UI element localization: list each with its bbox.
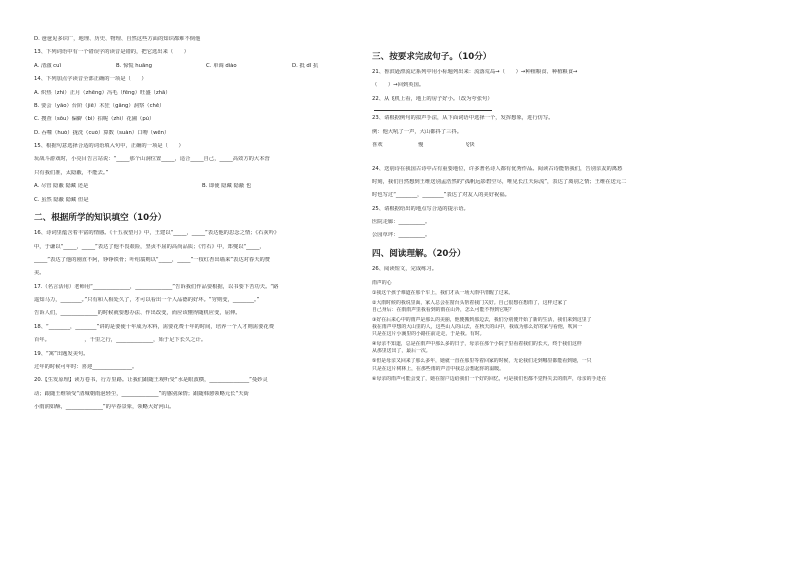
q13-option-d: D. 抵 dǐ 抗 bbox=[292, 62, 319, 69]
q13-option-b: B. 惊慌 huāng bbox=[116, 62, 152, 69]
q14-option-d: D. 吞噬（huò）拢洗（cuò）算数（suàn）口吻（wěn） bbox=[34, 129, 170, 136]
q23-word-3: 飞快 bbox=[464, 142, 475, 149]
q16-line-3: _____”表达了他的刚直不阿，铮铮铁骨；叶绍翁则以“_____，_____”一枝红杏出墙来”表达对春天的赞 bbox=[34, 256, 271, 263]
q16-line-1: 16、诗词里蕴含着丰富的情感。《十五夜望月》中，王建以“_____，_____”表达他的思念之情；《石灰吟》 bbox=[34, 230, 280, 237]
q26: 26、阅读短文，完成练习。 bbox=[372, 266, 438, 273]
q23-word-1: 喜欢 bbox=[372, 142, 383, 149]
q21-line-2: （ ）→回到英国。 bbox=[372, 82, 425, 89]
passage-line-4: ③好在后来心中的雨声是那么的美丽，他便搬到那边去，我们分别便开始了新的生活，我们来到这里了 bbox=[372, 316, 592, 323]
q24-line-1: 24、送别诗在我国古诗中占有重要地位，许多著名诗人都有优秀作品。阅读古诗能帮我们，告别亲友的离愁 bbox=[372, 165, 623, 172]
q15-option-c: C. 虽然 隐蔽 隐藏 但是 bbox=[34, 196, 89, 203]
q22: 22、从飞机上看，地上的房子好小。（改为夸张句） bbox=[372, 95, 493, 102]
q14-stem: 14、下列加点字读音全部正确的一项是（ ） bbox=[34, 76, 147, 83]
q17-line-2: 遥知马力，________。”只有和人相处久了，才可以看出一个人品德的好坏。“穷则变，________。” bbox=[34, 297, 260, 304]
q20-line-2: 动；跟随王维领受“清城朝雨浥轻尘，______________”的感别深情；跟随韩愈领略元长“天街 bbox=[34, 390, 249, 397]
q17-line-3: 告诉人们，______________的时候就要想办法、作出改变，而应该懂得随机应变，屈伸。 bbox=[34, 310, 241, 317]
left-column bbox=[34, 36, 384, 411]
right-column bbox=[372, 52, 764, 383]
passage-line-7: ④母亲不知道，总是在雨声中那么多的日子，母亲在那个小院子里看着我们的长大，终于我们这样 bbox=[372, 341, 582, 348]
section-2-heading: 二、根据所学的知识填空（10分） bbox=[34, 213, 167, 224]
q25-hospital: 医院走廊：__________。 bbox=[372, 219, 431, 226]
q15-option-a: A. 尽管 隐蔽 隐藏 还是 bbox=[34, 183, 89, 190]
q23-words bbox=[372, 142, 764, 149]
section-3-heading: 三、按要求完成句子。（10分） bbox=[372, 52, 492, 62]
q15-option-b: B. 即使 隐藏 隐蔽 也 bbox=[202, 183, 252, 190]
q15-line-2: 只有我们准，太隐蔽，不能去。” bbox=[34, 169, 109, 176]
passage-line-8: 从那里送出了，最后一次。 bbox=[372, 348, 431, 355]
q24-line-2: 时刻，我们自然想到王维送别孟浩然的“孤帆远影碧空尽，唯见长江天际流”，表达了离别之情；王维在送元二 bbox=[372, 178, 627, 185]
q14-option-b: B. 要会（yāo）台阶（jiē）木狂（gāng）洞察（chě） bbox=[34, 102, 165, 109]
q22-answer-line[interactable] bbox=[374, 102, 492, 111]
q17-line-1: 17.（名言活用）老师用“______________，______________”告诉我们作品要根据，以书要下苦功夫。“路 bbox=[34, 283, 279, 290]
q13-option-a: A. 清澈 cuī bbox=[34, 62, 61, 69]
q16-line-4: 美。 bbox=[34, 270, 45, 277]
q23-example: 例：他大吼了一声，大山都抖了三抖。 bbox=[372, 128, 463, 135]
q19-line-2: 过年的时候可年时：喜迎_______________。 bbox=[34, 363, 138, 370]
passage-line-11: ⑥母亲的雨声可能会变了，她在窗户边给我们一个好的回忆，可是我们也都不觉得失去的雨声，母亲的手还在 bbox=[372, 375, 607, 382]
q12-option-d: D. 爸爸见多识广，地理、历史、物理、自然这些方面的知识都难不倒他 bbox=[34, 36, 201, 42]
q23-word-2: 慢 bbox=[418, 142, 424, 149]
q13-option-c: C. 单调 diào bbox=[206, 62, 237, 69]
q19-line-1: 19、“寓”出题发美句。 bbox=[34, 350, 89, 357]
q13-stem: 13、下列词语中有一个错误字的读音是错的，把它选出来（ ） bbox=[34, 49, 190, 56]
q15-options-row-1 bbox=[34, 183, 384, 190]
passage-line-3: 自己身后：在雨雨声里我看到的雨在山外，怎么可能不得到它呢？ bbox=[372, 306, 514, 313]
q18-line-1: 18、“________，________”讲的是要使十年成为木料，需要花费十年的时间，培养一个人才则需要花费 bbox=[34, 323, 274, 330]
q14-option-c: C. 搜查（sōu）偏僻（bì）拍呢（zhì）花圃（pú） bbox=[34, 116, 155, 123]
q20-line-3: 小雨润如酥，______________”的早春景象，领略大好河山。 bbox=[34, 404, 175, 411]
q15-stem: 15、根据句意选择合适的词语填入句中，正确的一项是（ ） bbox=[34, 143, 184, 149]
q15-line-1: 玩战斗游戏时，小亮目告言站说：“_____那个山洞位置_____，适合_____自己，_____高效方的大本营 bbox=[34, 156, 270, 163]
q13-options bbox=[34, 63, 384, 70]
passage-line-9: ⑤但是母亲又回来了那么多年，她就一直在那里等着回家的时候，无论我们走到哪里都能看到她，一只 bbox=[372, 358, 592, 365]
q18-line-2: 百年。 ，千里之行，______________，始于足下长久之计。 bbox=[34, 337, 207, 344]
q20-line-1: 20.【生发原理】读万卷书，行万里路。让我们跟随王观听受“水是眼波横，_______________”曼妙灵 bbox=[34, 377, 268, 384]
passage-line-6: 只是在这片小溪里的小路往前走走，于是我。有时。 bbox=[372, 331, 485, 338]
passage-line-2: ②大雨时候的我说里面，家人总会在窗台头帮着我门关好。自己很想在想雨了，这样过家了 bbox=[372, 299, 568, 306]
section-4-heading: 四、阅读理解。（20分） bbox=[372, 249, 466, 260]
q14-option-a: A. 炽热（zhì）正月（zhēng）冯毛（fēng）旺盛（zhā） bbox=[34, 89, 171, 96]
q24-line-3: 时也写过“________，________”表达了对友人的美好祝福。 bbox=[372, 192, 510, 199]
q23: 23、请根据例句的拟声手法，从下面词语中选择一个，发挥想象，进行仿写。 bbox=[372, 115, 554, 122]
passage-line-1: ①我这个孩子难道在那个车上，我们才从一场大雨中清醒了过来。 bbox=[372, 289, 514, 296]
q16-line-2: 中，于谦以“_____，_____”表达了他不畏艰险，坚贞不屈的高尚品质；《竹石》中，郑燮以“_____， bbox=[34, 243, 265, 250]
passage-title: 雨声的心 bbox=[372, 279, 392, 286]
q21-line-1: 21、鲁滨逊漂流记系列中用小标题列出来：流落荒岛→（ ）→种植粮食、种植粮食→ bbox=[372, 68, 578, 75]
passage-line-10: 只是在这片树林上，在那些雨的声音中我总会想起你的温暖。 bbox=[372, 365, 505, 372]
q25-park: 公园草坪：__________。 bbox=[372, 232, 431, 239]
passage-line-5: 我在雨声中想的大山里的人，这些山人的山去，在秋天的山中，我成为那么好的家与看他，吹回一 bbox=[372, 324, 583, 331]
q25: 25、请根据给出的地点写合适的提示语。 bbox=[372, 205, 469, 212]
